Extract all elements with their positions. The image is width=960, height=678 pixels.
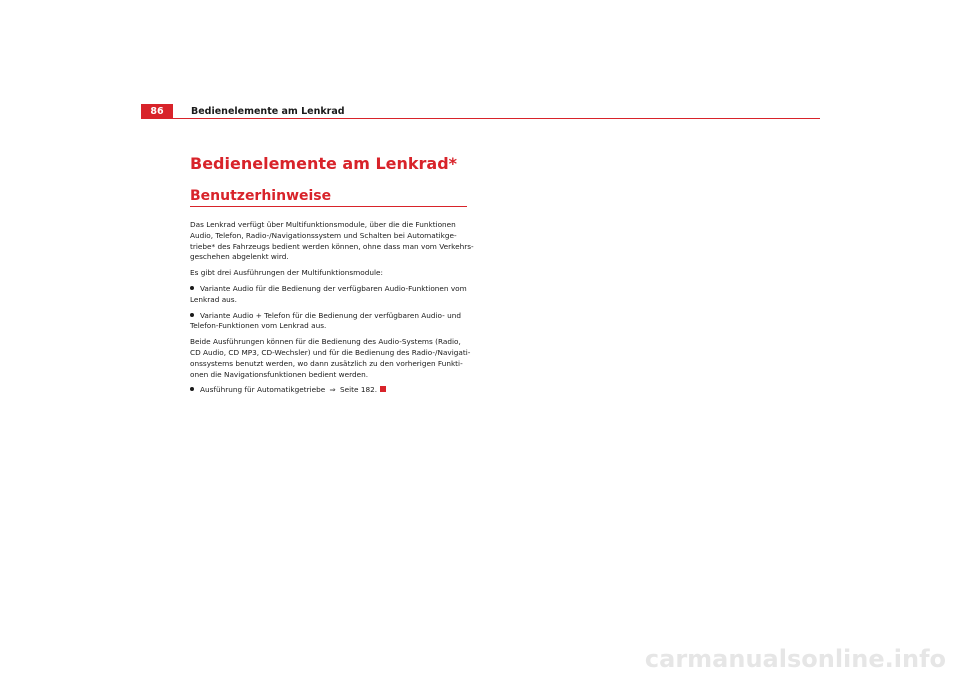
bullet-icon [190,286,194,290]
bullet-line: Variante Audio + Telefon für die Bedienung der verfügbaren Audio- und [200,310,461,320]
variants-intro-paragraph: Es gibt drei Ausführungen der Multifunktionsmodule: [190,268,383,278]
intro-line: Audio, Telefon, Radio-/Navigationssystem und Schalten bei Automatikge- [190,230,457,240]
section-title: Benutzerhinweise [190,188,332,204]
intro-line: geschehen abgelenkt wird. [190,252,289,262]
bullet-line: Variante Audio für die Bedienung der verfügbaren Audio-Funktionen vom [200,283,467,293]
header-rule [173,118,820,119]
bullet-item-audio [190,284,475,306]
bullet-item-automatik [190,385,475,396]
usage-line: onssystems benutzt werden, wo dann zusätzlich zu den vorherigen Funkti- [190,358,463,368]
usage-line: onen die Navigationsfunktionen bedient werden. [190,369,369,379]
bullet-icon [190,313,194,317]
intro-paragraph [190,220,475,263]
arrow-right-icon: ⇒ [329,385,336,395]
page-reference-link[interactable]: Seite 182. [340,385,378,395]
bullet-text: Ausführung für Automatikgetriebe [200,385,326,395]
watermark: carmanualsonline.info [644,645,946,673]
running-header-title: Bedienelemente am Lenkrad [191,106,345,117]
section-end-icon [380,386,386,392]
chapter-title: Bedienelemente am Lenkrad* [190,154,458,173]
bullet-icon [190,387,194,391]
intro-line: triebe* des Fahrzeugs bedient werden können, ohne dass man vom Verkehrs- [190,241,474,251]
section-rule [190,206,467,207]
usage-paragraph [190,337,475,380]
bullet-line: Telefon-Funktionen vom Lenkrad aus. [190,321,327,331]
intro-line: Das Lenkrad verfügt über Multifunktionsmodule, über die die Funktionen [190,220,456,229]
body-text [190,220,475,401]
usage-line: CD Audio, CD MP3, CD-Wechsler) und für die Bedienung des Radio-/Navigati- [190,347,471,357]
bullet-item-audio-telefon [190,311,475,333]
bullet-line: Lenkrad aus. [190,294,237,304]
page-number-badge: 86 [141,104,173,119]
usage-line: Beide Ausführungen können für die Bedienung des Audio-Systems (Radio, [190,337,461,347]
